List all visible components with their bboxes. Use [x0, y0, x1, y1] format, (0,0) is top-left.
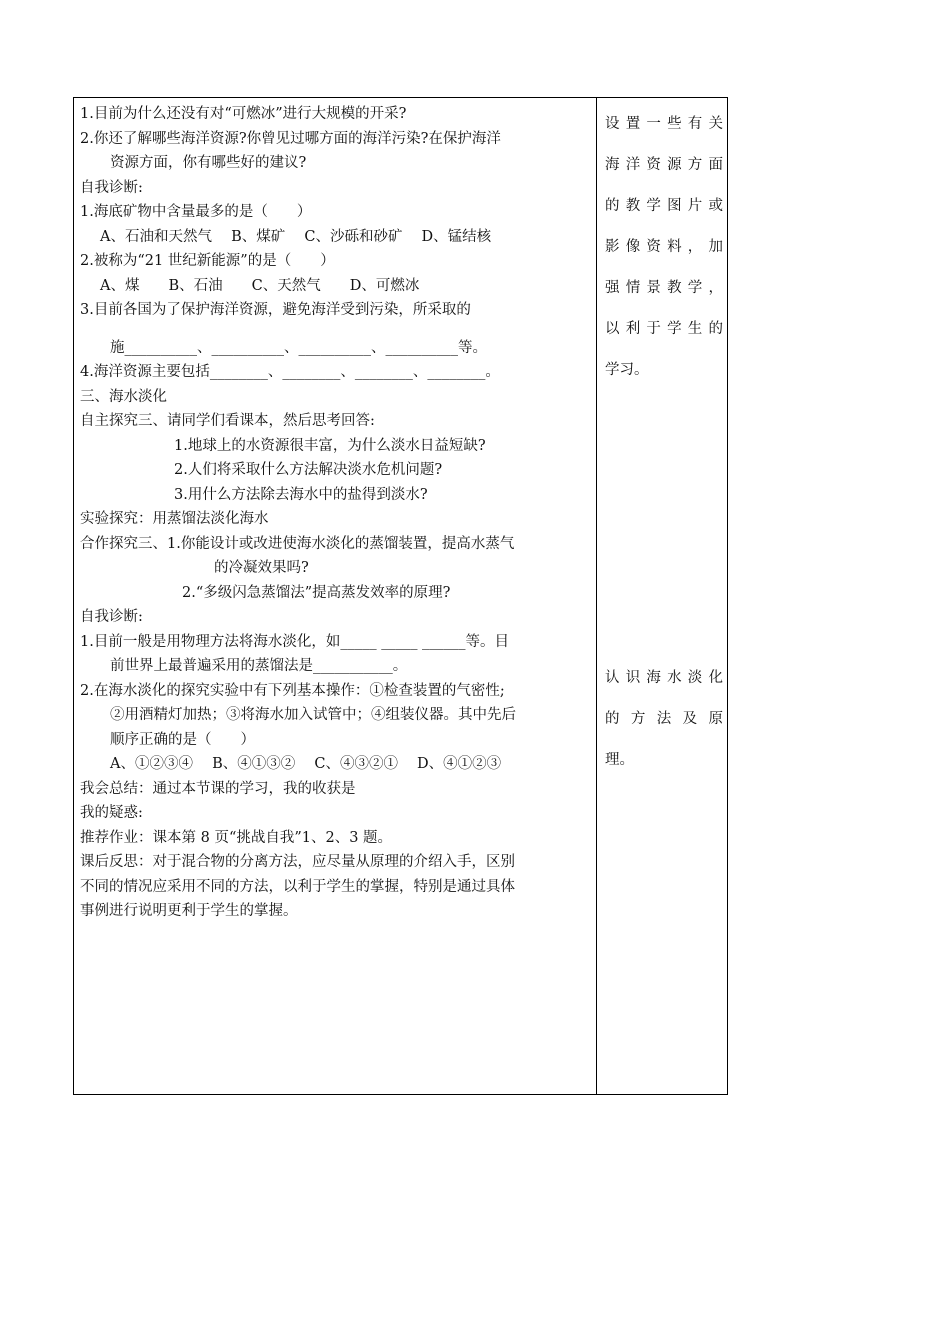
- section-heading: 三、海水淡化: [80, 388, 167, 405]
- fill-blank-line: 1.目前一般是用物理方法将海水淡化，如_____ _____ ______等。目: [80, 633, 510, 650]
- side-note-line: 的教学图片或: [605, 198, 723, 214]
- fill-blank-line: 施__________、__________、__________、__________等。: [110, 339, 487, 356]
- question-line: 2.人们将采取什么方法解决淡水危机问题?: [174, 462, 443, 478]
- side-note-line: 的方法及原: [605, 711, 723, 727]
- side-note-line: 以利于学生的: [605, 321, 723, 337]
- side-note-line: 认识海水淡化: [605, 670, 723, 686]
- answer-options: A、石油和天然气 B、煤矿 C、沙砾和砂矿 D、锰结核: [100, 228, 492, 245]
- homework-line: 推荐作业：课本第 8 页“挑战自我”1、2、3 题。: [80, 829, 393, 846]
- column-divider: [596, 98, 597, 1094]
- question-line: 1.地球上的水资源很丰富，为什么淡水日益短缺?: [174, 437, 486, 454]
- main-column: [80, 102, 592, 924]
- question-line: 2.在海水淡化的探究实验中有下列基本操作：①检查装置的气密性;: [80, 682, 505, 699]
- lesson-table: [73, 97, 728, 1095]
- reflection-line: 课后反思：对于混合物的分离方法，应尽量从原理的介绍入手，区别: [80, 854, 515, 870]
- section-label: 自我诊断:: [80, 609, 143, 625]
- reflection-line: 不同的情况应采用不同的方法，以利于学生的掌握，特别是通过具体: [80, 878, 515, 895]
- side-note-line: 海洋资源方面: [605, 157, 723, 173]
- question-line: 顺序正确的是（ ）: [110, 731, 255, 748]
- section-label: 实验探究：用蒸馏法淡化海水: [80, 511, 269, 527]
- side-note-line: 设置一些有关: [605, 116, 723, 132]
- side-note-resources: [605, 104, 723, 391]
- question-line: 的冷凝效果吗?: [214, 560, 309, 576]
- fill-blank-line: 前世界上最普遍采用的蒸馏法是___________。: [110, 658, 408, 674]
- question-line: 1.海底矿物中含量最多的是（ ）: [80, 204, 312, 220]
- side-note-line: 理。: [605, 752, 634, 768]
- section-label: 自我诊断:: [80, 179, 143, 196]
- side-note-line: 强情景教学，: [605, 280, 723, 296]
- question-line: 1.目前为什么还没有对“可燃冰”进行大规模的开采?: [80, 106, 407, 122]
- side-note-desalination: [605, 658, 723, 781]
- question-line: 3.用什么方法除去海水中的盐得到淡水?: [174, 486, 428, 503]
- section-label: 自主探究三、请同学们看课本，然后思考回答:: [80, 413, 375, 429]
- question-line: 3.目前各国为了保护海洋资源，避免海洋受到污染，所采取的: [80, 302, 471, 318]
- question-line: 合作探究三、1.你能设计或改进使海水淡化的蒸馏装置，提高水蒸气: [80, 535, 515, 552]
- question-line: 2.“多级闪急蒸馏法”提高蒸发效率的原理?: [182, 584, 451, 601]
- question-line: 资源方面，你有哪些好的建议?: [110, 155, 307, 171]
- question-line: 2.你还了解哪些海洋资源?你曾见过哪方面的海洋污染?在保护海洋: [80, 130, 501, 147]
- doubt-line: 我的疑惑:: [80, 805, 143, 821]
- side-note-line: 影像资料，加: [605, 239, 723, 255]
- side-note-line: 学习。: [605, 362, 649, 378]
- answer-options: A、煤 B、石油 C、天然气 D、可燃冰: [100, 277, 420, 294]
- fill-blank-line: 4.海洋资源主要包括________、________、________、________。: [80, 364, 500, 380]
- answer-options: A、①②③④ B、④①③② C、④③②① D、④①②③: [110, 756, 502, 772]
- reflection-line: 事例进行说明更利于学生的掌握。: [80, 903, 298, 919]
- question-line: ②用酒精灯加热；③将海水加入试管中；④组装仪器。其中先后: [110, 707, 516, 723]
- summary-line: 我会总结：通过本节课的学习，我的收获是: [80, 780, 356, 797]
- question-line: 2.被称为“21 世纪新能源”的是（ ）: [80, 253, 335, 269]
